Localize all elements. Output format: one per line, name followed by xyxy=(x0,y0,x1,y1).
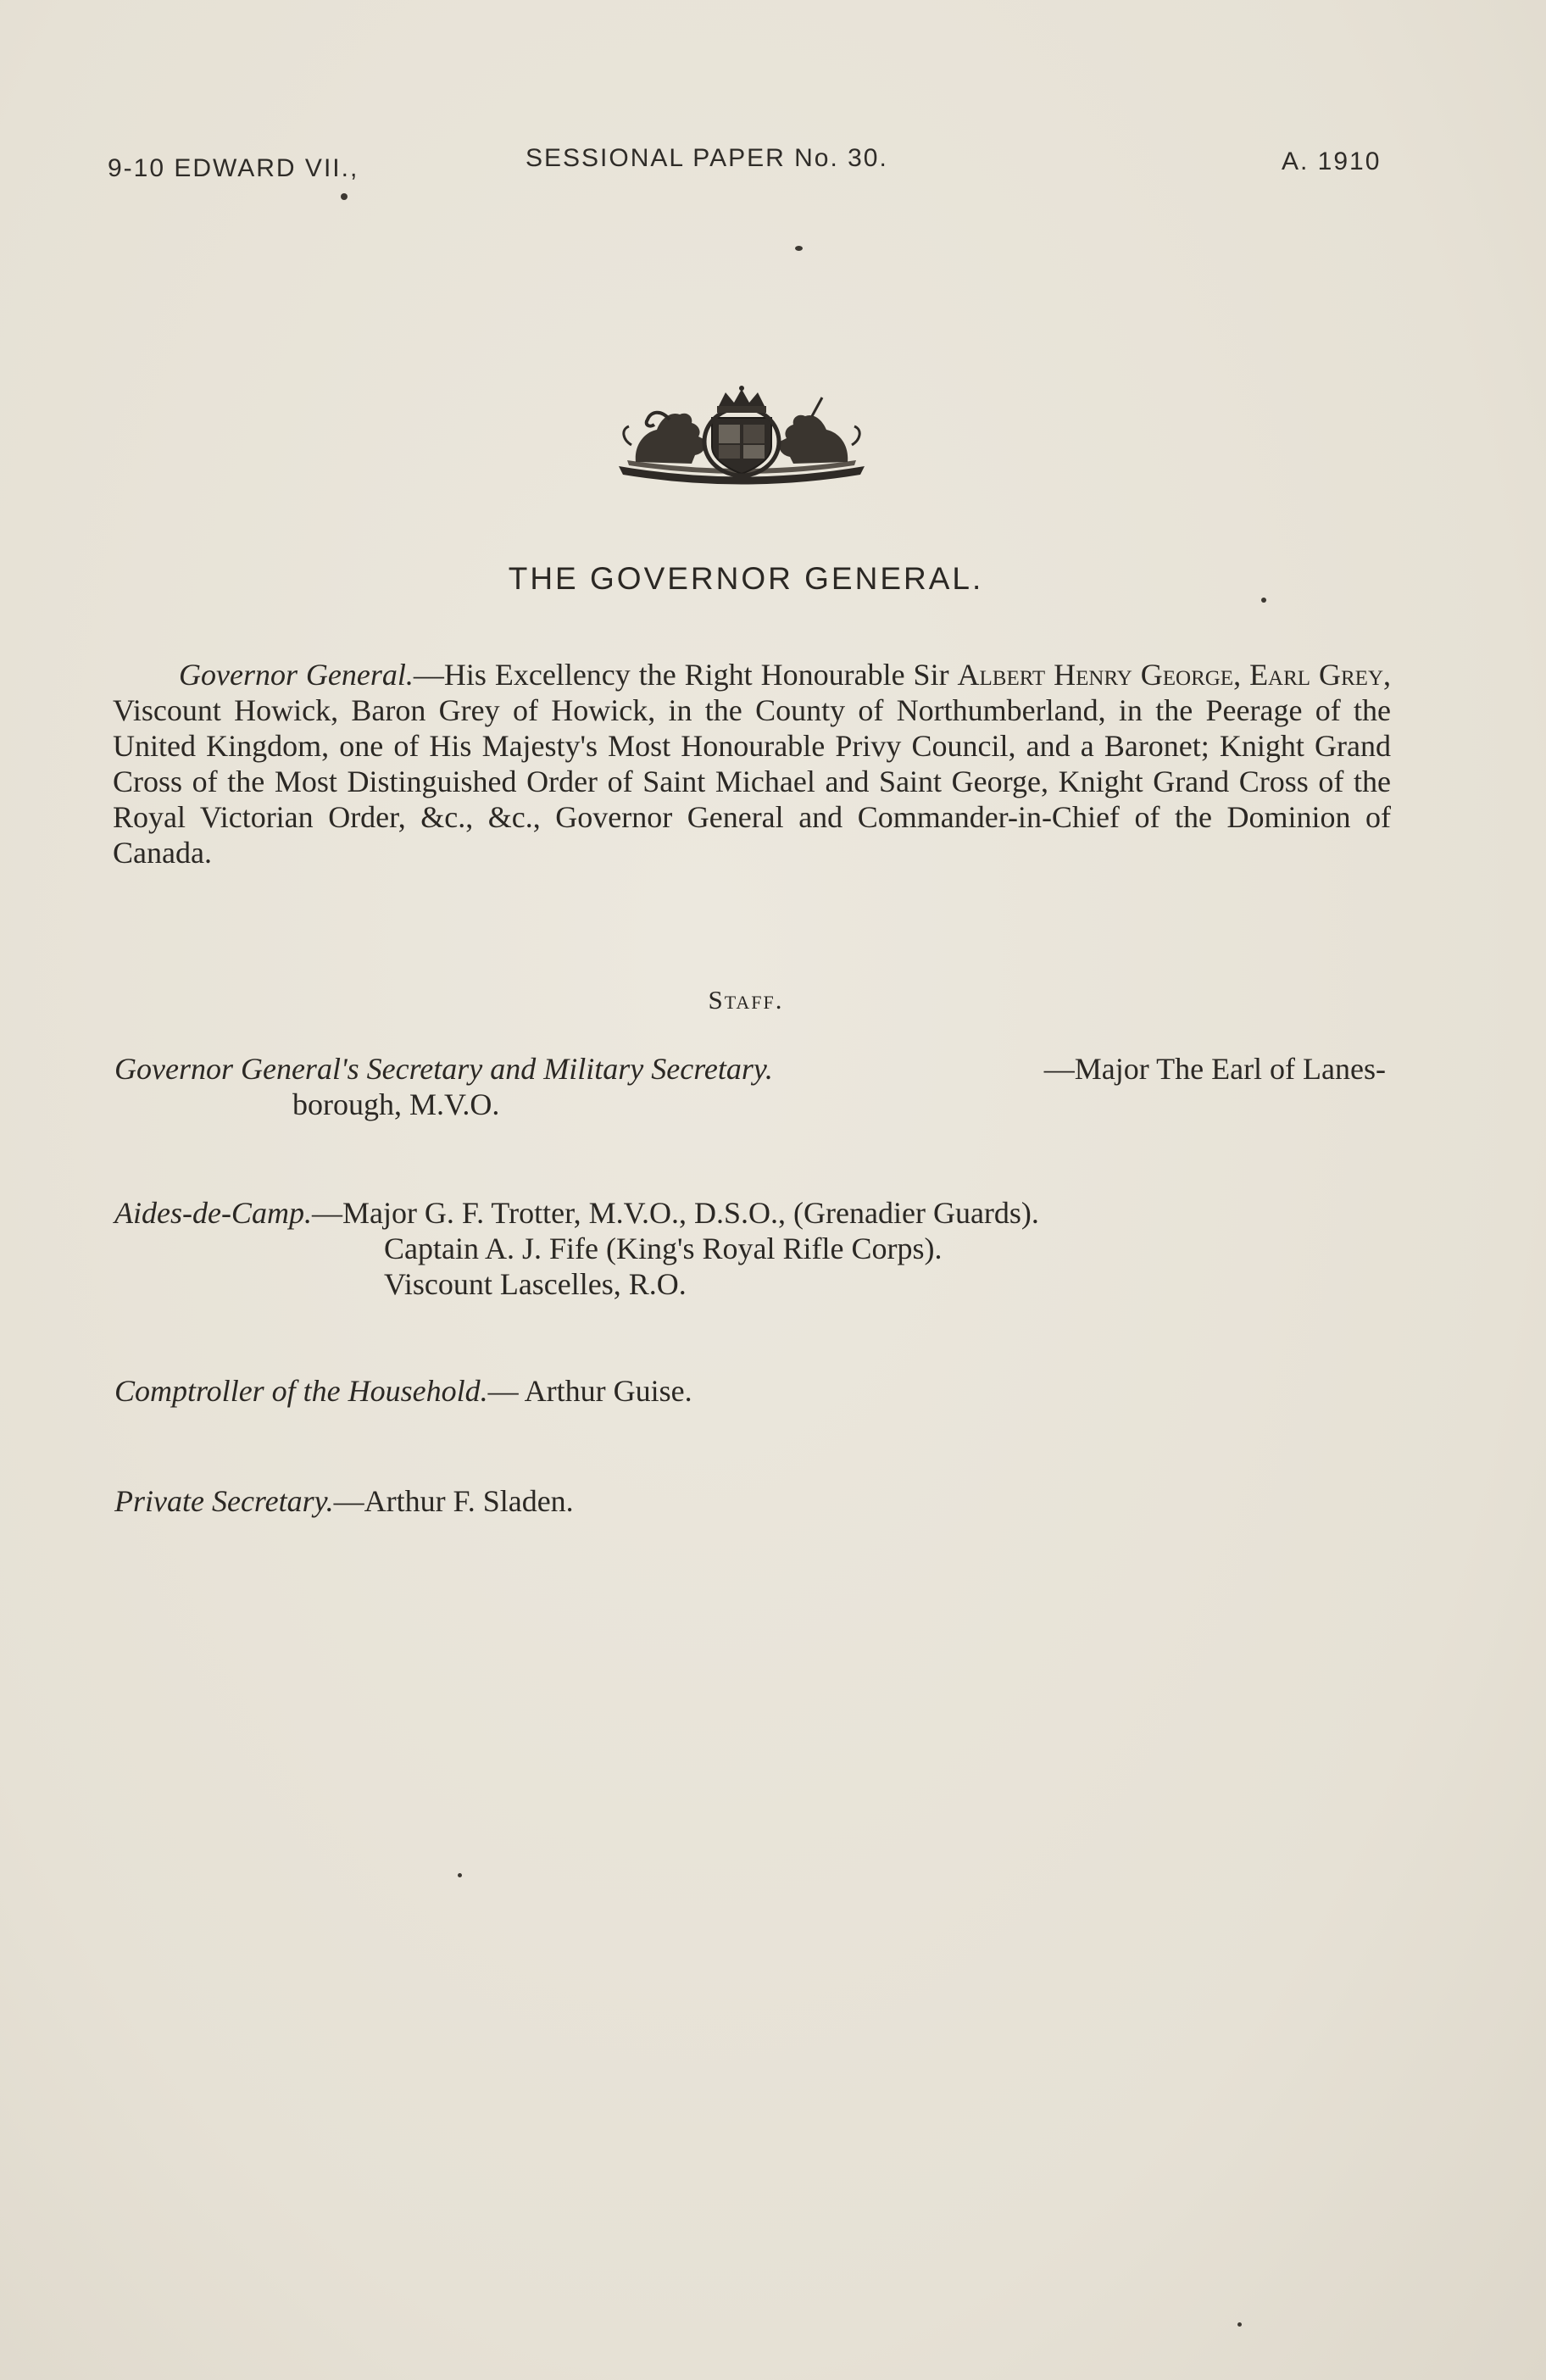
comptroller-label: Comptroller of the Household. xyxy=(114,1374,488,1408)
governor-general-paragraph xyxy=(113,657,1391,870)
header-sessional-paper: SESSIONAL PAPER No. 30. xyxy=(526,144,888,172)
governor-general-label: Governor General. xyxy=(179,658,414,692)
comptroller-entry xyxy=(114,1373,692,1409)
private-secretary-entry xyxy=(114,1483,574,1519)
governor-given-names: Albert Henry George xyxy=(957,658,1234,692)
private-secretary-label: Private Secretary. xyxy=(114,1484,334,1518)
secretary-value-line2: borough, M.V.O. xyxy=(292,1087,500,1121)
secretary-entry xyxy=(114,1051,1386,1122)
scan-speck xyxy=(795,246,803,251)
name-separator: , xyxy=(1233,658,1250,692)
aide-3: Viscount Lascelles, R.O. xyxy=(384,1267,687,1301)
governor-titles-text: , Viscount Howick, Baron Grey of Howick, in the County of Northumberland, in the Peerage of the United Kingdom, one of His Majesty's Most Honourable Privy Council, and a Baronet; Knight Grand Cross of the Most Distinguished Order of Saint Michael and Saint George, Knight Grand Cross of the Royal Victorian Order, &c., &c., Governor General and Commander-in-Chief of the Dominion of Canada. xyxy=(113,658,1392,870)
scan-speck xyxy=(1237,2322,1242,2327)
document-title: THE GOVERNOR GENERAL. xyxy=(508,561,984,596)
governor-title-name: Earl Grey xyxy=(1249,658,1384,692)
aides-de-camp-entry xyxy=(114,1195,1039,1302)
aide-1: —Major G. F. Trotter, M.V.O., D.S.O., (Grenadier Guards). xyxy=(311,1196,1039,1230)
governor-general-intro: —His Excellency the Right Honourable Sir xyxy=(413,658,958,692)
scan-speck xyxy=(458,1873,462,1877)
header-regnal-year: 9-10 EDWARD VII., xyxy=(108,154,359,182)
aides-label: Aides-de-Camp. xyxy=(114,1196,312,1230)
secretary-value-line1: —Major The Earl of Lanes- xyxy=(1043,1052,1386,1086)
comptroller-value: — Arthur Guise. xyxy=(487,1374,692,1408)
header-year: A. 1910 xyxy=(1282,147,1382,175)
aide-2: Captain A. J. Fife (King's Royal Rifle Corps). xyxy=(384,1232,943,1265)
scan-speck xyxy=(341,193,348,200)
scan-speck xyxy=(1261,598,1266,603)
secretary-label: Governor General's Secretary and Military Secretary. xyxy=(114,1052,773,1086)
private-secretary-value: —Arthur F. Sladen. xyxy=(333,1484,574,1518)
staff-heading: Staff. xyxy=(708,985,784,1015)
royal-coat-of-arms xyxy=(610,386,873,487)
running-header xyxy=(0,144,1546,186)
